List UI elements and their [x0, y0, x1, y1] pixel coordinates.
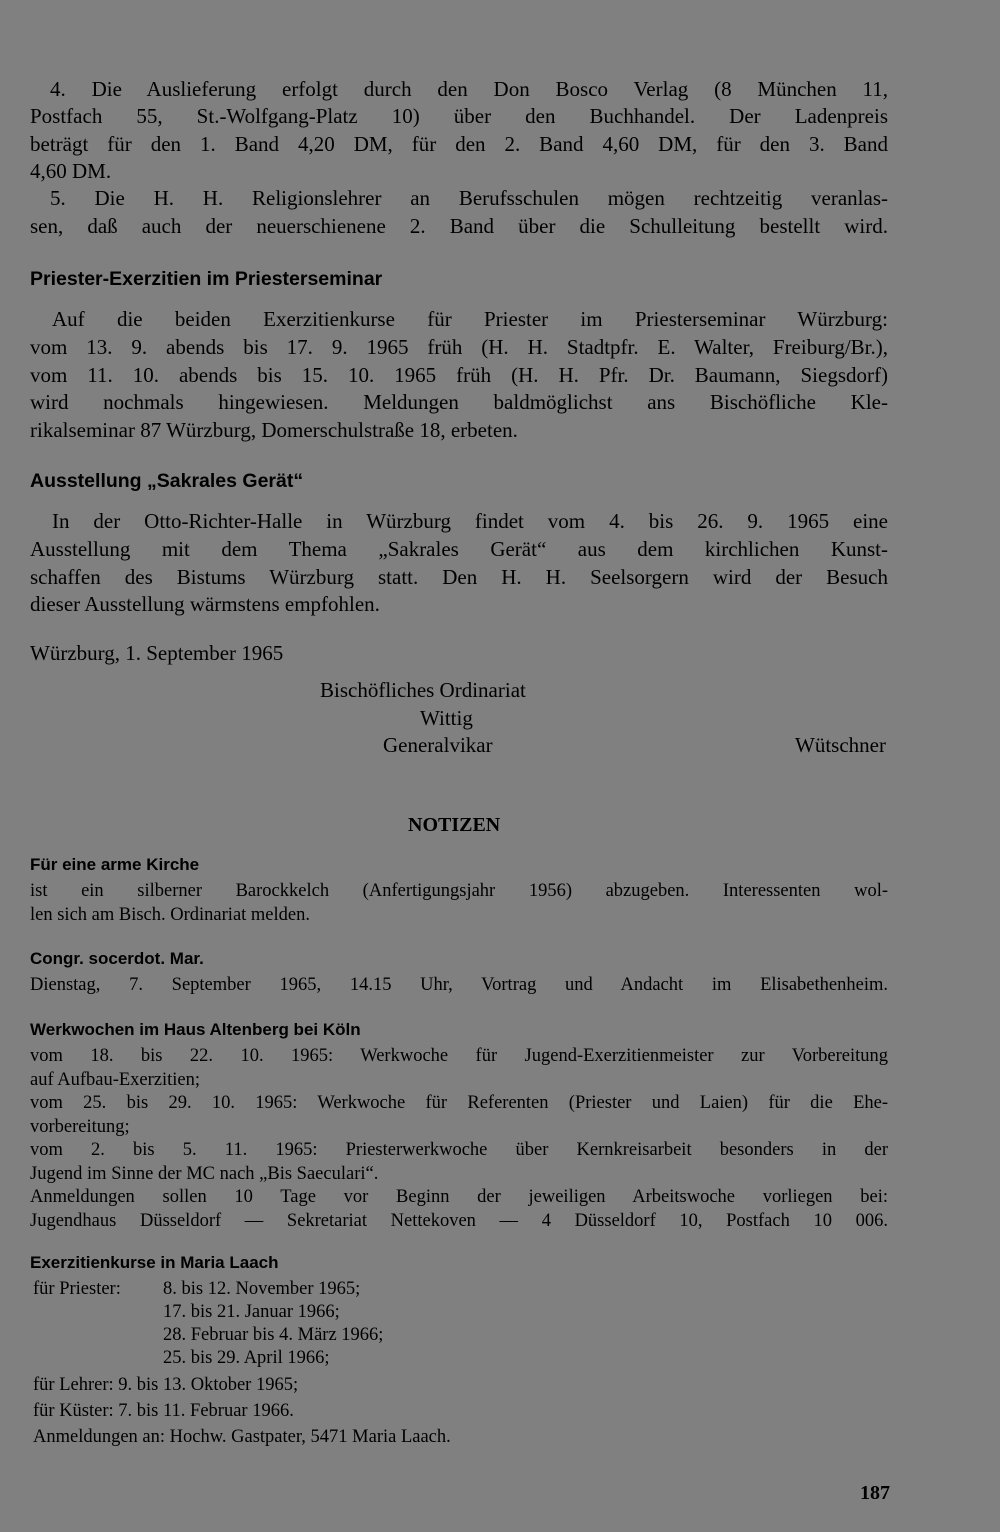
laach-anmeldung-line: Anmeldungen an: Hochw. Gastpater, 5471 Maria Laach.	[33, 1427, 451, 1447]
congr-line: Dienstag, 7. September 1965, 14.15 Uhr, Vortrag und Andacht im Elisabethenheim.	[30, 975, 888, 995]
kirche-line: len sich am Bisch. Ordinariat melden.	[30, 904, 310, 925]
page-number: 187	[860, 1482, 890, 1504]
werk-line: Jugendhaus Düsseldorf — Sekretariat Nettekoven — 4 Düsseldorf 10, Postfach 10 006.	[30, 1210, 888, 1231]
ausstellung-first-line	[52, 508, 888, 536]
laach-priester-date: 8. bis 12. November 1965;	[163, 1279, 361, 1299]
priester-heading: Priester-Exerzitien im Priesterseminar	[30, 268, 383, 290]
werk-line: Jugend im Sinne der MC nach „Bis Saeculari“.	[30, 1163, 379, 1184]
ausstellung-line: In der Otto-Richter-Halle in Würzburg findet vom 4. bis 26. 9. 1965 eine	[52, 509, 888, 533]
ausstellung-heading: Ausstellung „Sakrales Gerät“	[30, 470, 304, 492]
item-5-continuation	[30, 213, 888, 241]
laach-lehrer-line: für Lehrer: 9. bis 13. Oktober 1965;	[33, 1375, 299, 1395]
werk-line: auf Aufbau-Exerzitien;	[30, 1069, 201, 1090]
priester-line: rikalseminar 87 Würzburg, Domerschulstraße 18, erbeten.	[30, 417, 518, 442]
item-5-paragraph	[50, 185, 888, 213]
signature-right-name: Wütschner	[795, 733, 886, 757]
laach-priester-date: 25. bis 29. April 1966;	[163, 1348, 330, 1368]
ausstellung-paragraph	[30, 536, 888, 619]
kirche-line: ist ein silberner Barockkelch (Anfertigungsjahr 1956) abzugeben. Interessenten wol-	[30, 881, 888, 901]
werk-line: vorbereitung;	[30, 1116, 130, 1137]
werk-line: vom 2. bis 5. 11. 1965: Priesterwerkwoche über Kernkreisarbeit besonders in der	[30, 1140, 888, 1160]
congr-paragraph	[30, 974, 888, 998]
item-4-line: 4. Die Auslieferung erfolgt durch den Don Bosco Verlag (8 München 11,	[50, 77, 888, 101]
laach-priester-label: für Priester:	[33, 1279, 121, 1299]
signature-title: Generalvikar	[383, 733, 493, 757]
werk-paragraph	[30, 1045, 888, 1233]
item-4-line: 4,60 DM.	[30, 159, 112, 183]
item-4-continuation	[30, 103, 888, 186]
date-line: Würzburg, 1. September 1965	[30, 641, 284, 665]
signature-name: Wittig	[420, 706, 473, 730]
item-5-line: sen, daß auch der neuerschienene 2. Band über die Schulleitung bestellt wird.	[30, 214, 888, 238]
werk-heading: Werkwochen im Haus Altenberg bei Köln	[30, 1020, 361, 1039]
werk-line: vom 18. bis 22. 10. 1965: Werkwoche für Jugend-Exerzitienmeister zur Vorbereitung	[30, 1046, 888, 1066]
priester-line: wird nochmals hingewiesen. Meldungen baldmöglichst ans Bischöfliche Kle-	[30, 390, 888, 414]
laach-heading: Exerzitienkurse in Maria Laach	[30, 1253, 279, 1272]
ausstellung-line: schaffen des Bistums Würzburg statt. Den H. H. Seelsorgern wird der Besuch	[30, 564, 888, 589]
werk-line: vom 25. bis 29. 10. 1965: Werkwoche für Referenten (Priester und Laien) für die Ehe-	[30, 1093, 888, 1113]
notizen-heading: NOTIZEN	[408, 814, 501, 836]
priester-first-line	[52, 306, 888, 334]
ausstellung-line: Ausstellung mit dem Thema „Sakrales Gerät“ aus dem kirchlichen Kunst-	[30, 537, 888, 561]
laach-priester-date: 17. bis 21. Januar 1966;	[163, 1302, 340, 1322]
kirche-paragraph	[30, 880, 888, 927]
item-4-line: Postfach 55, St.-Wolfgang-Platz 10) über den Buchhandel. Der Ladenpreis	[30, 104, 888, 128]
priester-paragraph	[30, 334, 888, 444]
priester-line: vom 13. 9. abends bis 17. 9. 1965 früh (H. H. Stadtpfr. E. Walter, Freiburg/Br.),	[30, 335, 888, 359]
ausstellung-line: dieser Ausstellung wärmstens empfohlen.	[30, 592, 380, 616]
congr-heading: Congr. socerdot. Mar.	[30, 949, 204, 968]
kirche-heading: Für eine arme Kirche	[30, 855, 200, 874]
laach-priester-date: 28. Februar bis 4. März 1966;	[163, 1325, 384, 1345]
priester-line: vom 11. 10. abends bis 15. 10. 1965 früh (H. H. Pfr. Dr. Baumann, Siegsdorf)	[30, 362, 888, 387]
item-5-line: 5. Die H. H. Religionslehrer an Berufsschulen mögen rechtzeitig veranlas-	[50, 186, 888, 210]
signature-office: Bischöfliches Ordinariat	[320, 678, 526, 702]
laach-kuester-line: für Küster: 7. bis 11. Februar 1966.	[33, 1401, 294, 1421]
werk-line: Anmeldungen sollen 10 Tage vor Beginn der jeweiligen Arbeitswoche vorliegen bei:	[30, 1187, 888, 1207]
priester-line: Auf die beiden Exerzitienkurse für Priester im Priesterseminar Würzburg:	[52, 307, 888, 331]
item-4-line: beträgt für den 1. Band 4,20 DM, für den 2. Band 4,60 DM, für den 3. Band	[30, 131, 888, 156]
item-4-paragraph	[50, 76, 888, 104]
